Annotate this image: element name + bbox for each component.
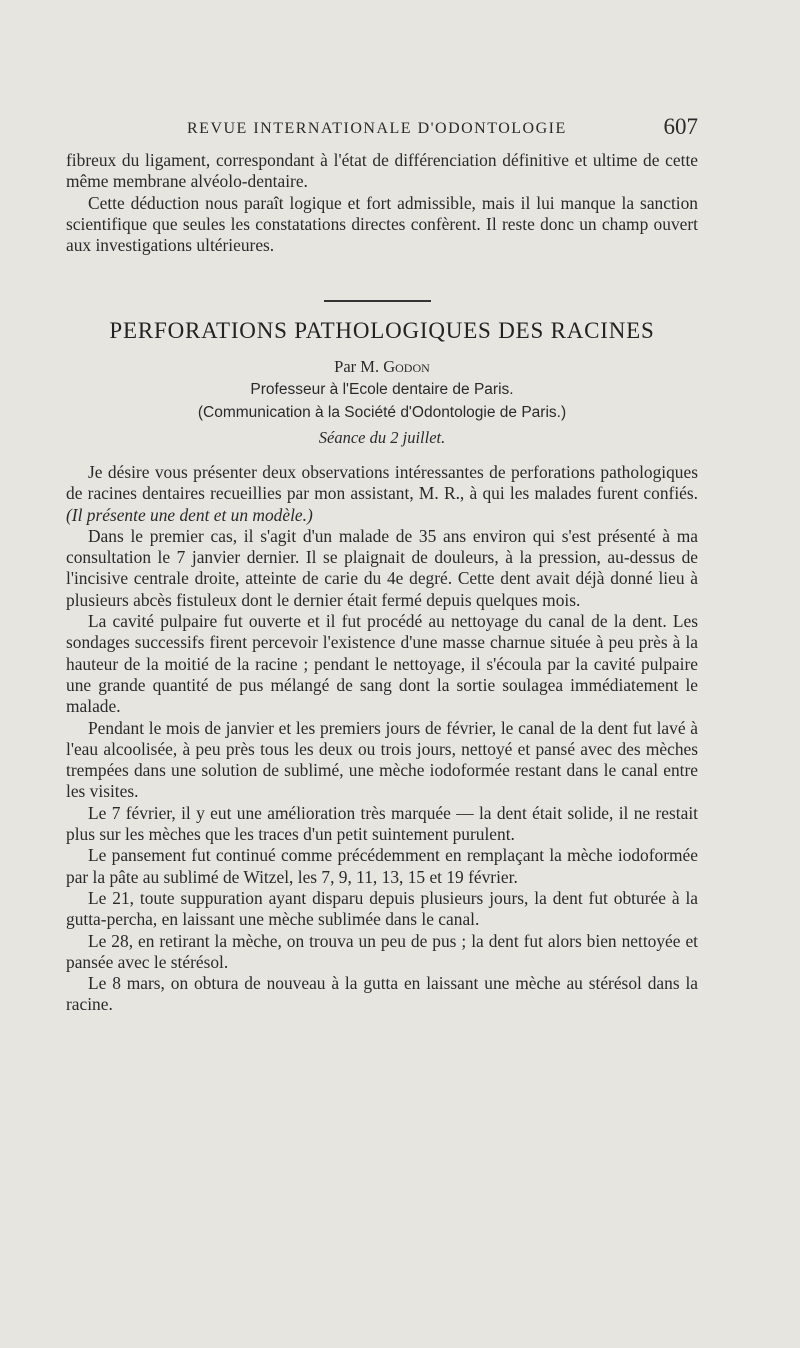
byline (66, 357, 698, 377)
article-title: PERFORATIONS PATHOLOGIQUES DES RACINES (109, 318, 655, 343)
body-paragraph: Le pansement fut continué comme précédemment en remplaçant la mèche iodoformée par la pâte au sublimé de Witzel, les 7, 9, 11, 13, 15 et 19 février. (66, 845, 698, 887)
session-date: Séance du 2 juillet. (318, 428, 446, 447)
running-title: REVUE INTERNATIONALE D'ODONTOLOGIE (187, 120, 567, 137)
body-paragraph: Le 7 février, il y eut une amélioration très marquée — la dent était solide, il ne restait plus sur les mèches que les traces d'un petit suintement purulent. (66, 802, 698, 845)
section-divider (324, 300, 431, 302)
running-head (66, 114, 698, 144)
communication-note: (Communication à la Société d'Odontologie de Paris.) (197, 404, 567, 421)
intro-paragraph: fibreux du ligament, correspondant à l'état de différenciation définitive et ultime de cette même membrane alvéolo-dentaire. (66, 150, 698, 192)
author-affiliation: Professeur à l'Ecole dentaire de Paris. (250, 381, 514, 398)
body-paragraph (66, 462, 698, 526)
author-name: Godon (383, 357, 430, 376)
body-paragraph: Le 8 mars, on obtura de nouveau à la gutta en laissant une mèche au stérésol dans la racine. (66, 973, 698, 1015)
paragraph-text: Je désire vous présenter deux observations intéressantes de perforations pathologiques de racines dentaires recueillies par mon assistant, M. R., à qui les malades furent confiés. (66, 462, 698, 504)
body-paragraph: Dans le premier cas, il s'agit d'un malade de 35 ans environ qui s'est présenté à ma consultation le 7 janvier dernier. Il se plaignait de douleurs, à la pression, au-dessus de l'incisive centrale droite, atteinte de carie du 4e degré. Cette dent avait déjà donné lieu à plusieurs abcès fistuleux dont le dernier était fermé depuis quelques mois. (66, 525, 698, 610)
body-paragraph: Le 21, toute suppuration ayant disparu depuis plusieurs jours, la dent fut obturée à la gutta-percha, en laissant une mèche sublimée dans le canal. (66, 887, 698, 930)
intro-text (66, 150, 698, 256)
intro-paragraph: Cette déduction nous paraît logique et fort admissible, mais il lui manque la sanction scientifique que seules les constatations directes confèrent. Il reste donc un champ ouvert aux investigations ultérieures. (66, 192, 698, 256)
page-number: 607 (663, 114, 698, 139)
byline-prefix: Par M. (334, 357, 380, 376)
body-paragraph: Pendant le mois de janvier et les premiers jours de février, le canal de la dent fut lavé à l'eau alcoolisée, à peu près tous les deux ou trois jours, nettoyé et pansé avec des mèches trempées dans une solution de sublimé, une mèche iodoformée restant dans le canal entre les visites. (66, 717, 698, 802)
body-paragraph: Le 28, en retirant la mèche, on trouva un peu de pus ; la dent fut alors bien nettoyée et pansée avec le stérésol. (66, 930, 698, 972)
article-body (66, 462, 698, 1016)
body-paragraph: La cavité pulpaire fut ouverte et il fut procédé au nettoyage du canal de la dent. Les sondages successifs firent percevoir l'existence d'une masse charnue située à peu près à la hauteur de la moitié de la racine ; pendant le nettoyage, il s'écoula par la cavité pulpaire une grande quantité de pus mélangé de sang dont la sortie soulagea immédiatement le malade. (66, 611, 698, 717)
paragraph-italic-note: (Il présente une dent et un modèle.) (66, 504, 313, 525)
